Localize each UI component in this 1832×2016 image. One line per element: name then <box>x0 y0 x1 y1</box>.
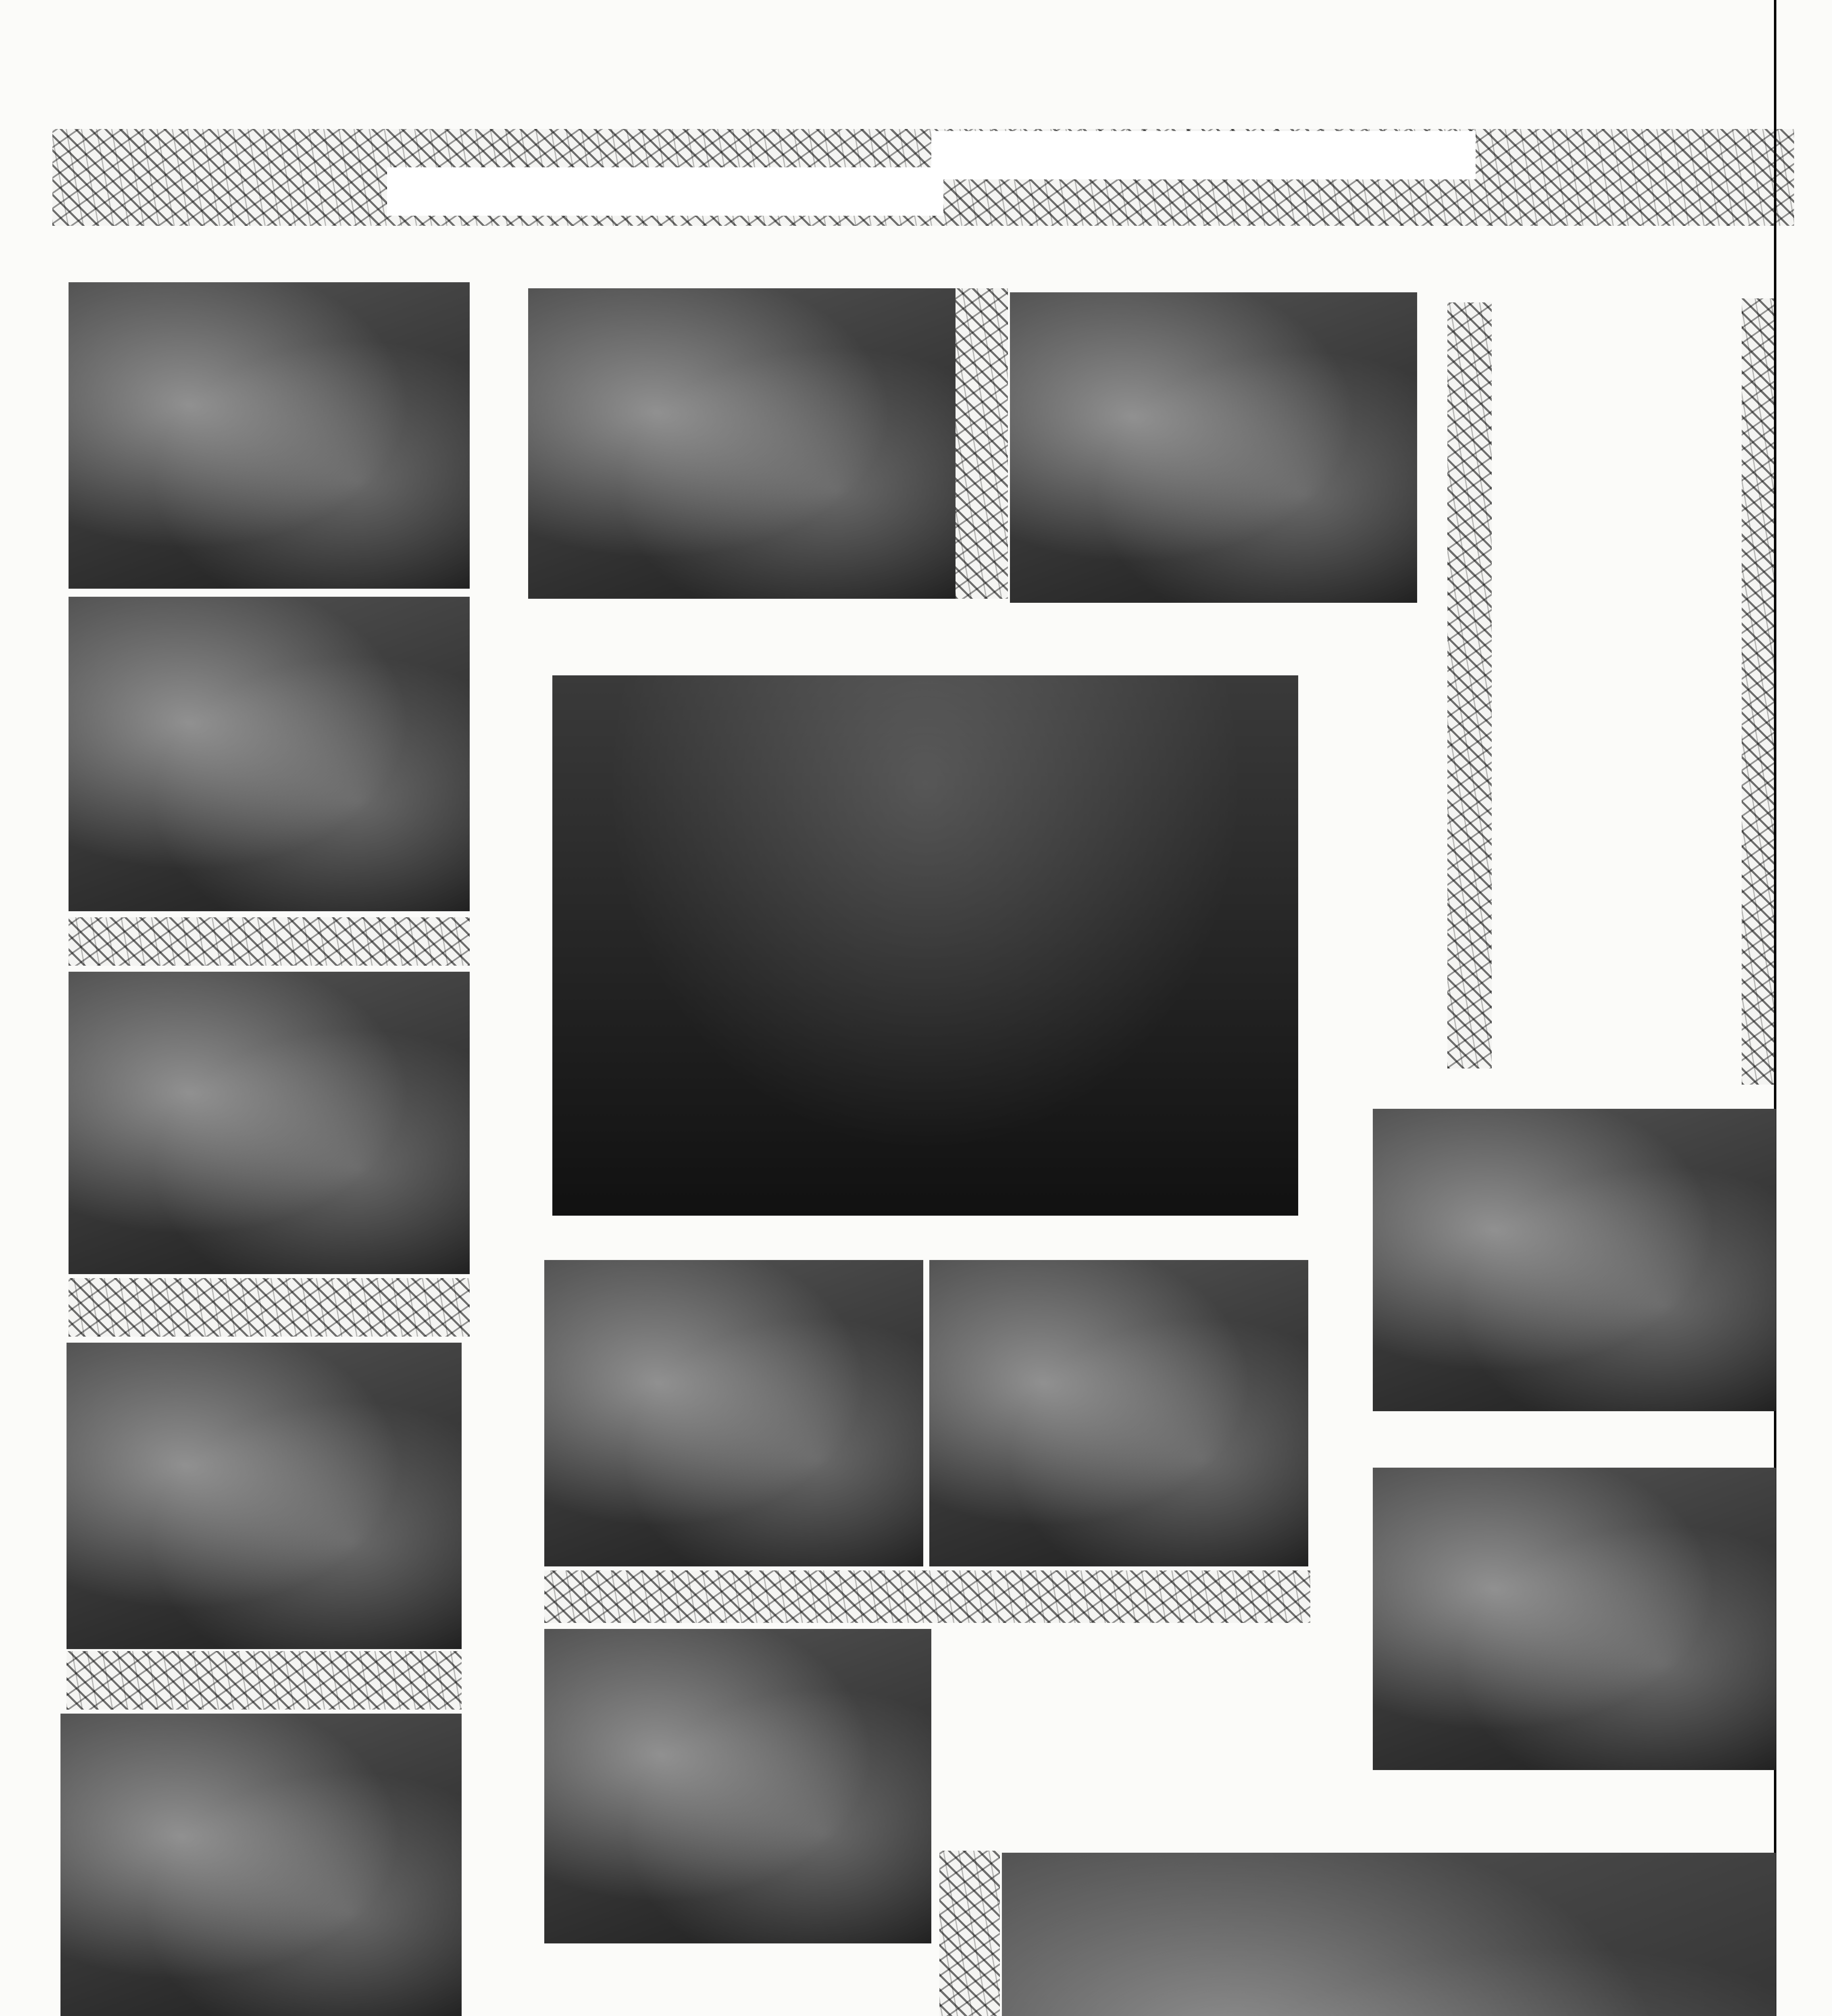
caption-busy-farmers <box>1326 1141 1355 1399</box>
caption-huqin <box>943 1645 1080 1778</box>
caption-notice-delivered <box>464 617 488 875</box>
photo-celebration-parade <box>1002 1853 1776 2016</box>
caption-new-house <box>1205 1645 1262 1778</box>
intro-pattern-strip <box>1447 302 1492 1068</box>
caption-landlord-title-deed <box>488 601 512 875</box>
pattern-block-left-3 <box>67 1651 462 1710</box>
caption-staff-maps <box>1085 621 1407 646</box>
title-line-1 <box>931 131 1476 179</box>
photo-new-house <box>929 1260 1308 1566</box>
caption-smiles <box>629 1992 895 2016</box>
caption-own-land-quote <box>621 1960 895 1985</box>
photo-farmer-huqin <box>544 1629 931 1943</box>
pattern-block-left-2 <box>69 1278 470 1337</box>
photo-farmers-paying <box>69 972 470 1274</box>
caption-family-happy <box>1089 1645 1193 1778</box>
intro-pattern-strip-right <box>1742 298 1774 1085</box>
photo-farmers-land-titles <box>60 1714 462 2016</box>
photo-office-documents <box>69 282 470 589</box>
photo-grain-bags <box>1373 1468 1776 1770</box>
caption-landlord-compensation <box>488 1387 512 1637</box>
caption-notice-to-landlord <box>621 621 903 646</box>
pattern-block-left-1 <box>69 917 470 966</box>
photo-farmers-receiving-notices <box>69 597 470 911</box>
photo-land-staff-maps <box>1010 292 1417 603</box>
caption-farmers-titles <box>488 1750 512 2016</box>
pattern-block-parade <box>939 1851 1000 2016</box>
photo-rice-harvest <box>552 675 1298 1216</box>
title-line-2 <box>387 167 943 216</box>
caption-parade <box>1064 1790 1709 1815</box>
intro-text <box>1502 298 1740 1064</box>
photo-officials-notice <box>528 288 956 599</box>
pattern-block-top-mid <box>956 288 1008 599</box>
caption-remaining-grain <box>1326 1460 1355 1750</box>
caption-harvest <box>1339 750 1395 984</box>
photo-threshing <box>1373 1109 1776 1411</box>
photo-farm-family <box>544 1260 923 1566</box>
caption-farmers-pay <box>488 1016 512 1242</box>
pattern-block-center <box>544 1570 1310 1623</box>
photo-landlord-compensation <box>67 1343 462 1649</box>
